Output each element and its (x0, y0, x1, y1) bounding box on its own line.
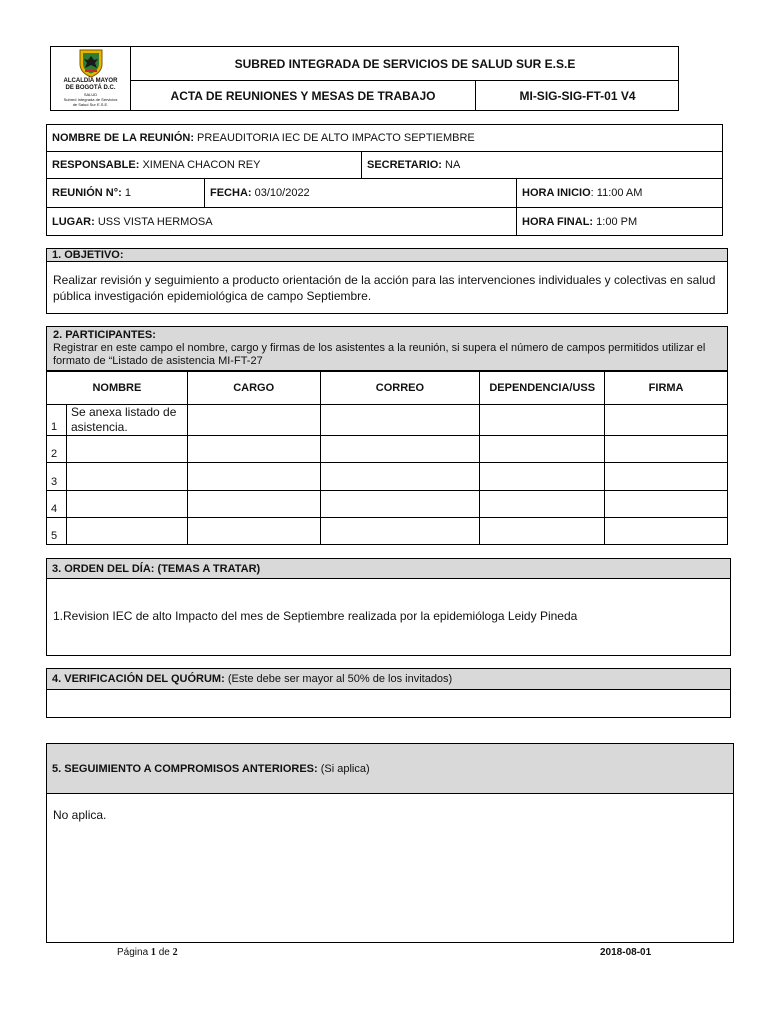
end-time-value: 1:00 PM (596, 216, 638, 228)
followup-text: No aplica. (53, 808, 107, 822)
col-header-nombre: NOMBRE (47, 372, 188, 405)
start-time-label: HORA INICIO (522, 187, 591, 199)
meeting-name-field (47, 125, 717, 151)
table-row (47, 436, 728, 463)
doc-code: MI-SIG-SIG-FT-01 V4 (519, 89, 636, 103)
row-correo (320, 518, 480, 545)
doc-title: ACTA DE REUNIONES Y MESAS DE TRABAJO (170, 89, 436, 103)
page-label: Página (117, 947, 149, 958)
objective-text: Realizar revisión y seguimiento a producto orientación de la acción para las intervenciones individuales y colectivas en salud pública investigación epidemiológica de campo Septiembre. (53, 273, 716, 303)
agenda-heading: 3. ORDEN DEL DÍA: (TEMAS A TRATAR) (47, 559, 730, 579)
date-field (205, 179, 515, 207)
row-firma (605, 405, 728, 436)
row-firma (605, 491, 728, 518)
meeting-name-label: NOMBRE DE LA REUNIÓN: (52, 132, 194, 144)
row-number: 1 (47, 405, 67, 436)
row-cargo (187, 463, 320, 491)
end-time-label: HORA FINAL: (522, 216, 594, 228)
table-row (47, 491, 728, 518)
logo-line1: ALCALDÍA MAYOR (63, 78, 118, 84)
secretary-label: SECRETARIO: (367, 159, 442, 171)
row-correo (320, 436, 480, 463)
quorum-header (47, 669, 730, 690)
secretary-field (362, 152, 717, 178)
row-correo (320, 405, 480, 436)
col-header-correo: CORREO (320, 372, 480, 405)
agenda-text: 1.Revision IEC de alto Impacto del mes de Septiembre realizada por la epidemióloga Leidy Pineda (53, 609, 578, 623)
row-dependencia (480, 463, 605, 491)
start-time-value: : 11:00 AM (590, 187, 643, 199)
footer-date: 2018-08-01 (600, 947, 652, 958)
row-number: 2 (47, 436, 67, 463)
meeting-number-label: REUNIÓN N°: (52, 187, 122, 199)
row-firma (605, 463, 728, 491)
row-cargo (187, 491, 320, 518)
participants-table (46, 371, 728, 545)
place-value: USS VISTA HERMOSA (97, 216, 213, 228)
quorum-note: (Este debe ser mayor al 50% de los invitados) (227, 673, 453, 685)
row-dependencia (480, 518, 605, 545)
col-header-cargo: CARGO (187, 372, 320, 405)
row-name (66, 463, 187, 491)
page-total: 2 (172, 947, 178, 958)
quorum-heading: 4. VERIFICACIÓN DEL QUÓRUM: (52, 673, 225, 685)
page-number (117, 947, 178, 958)
row-correo (320, 491, 480, 518)
objective-heading: 1. OBJETIVO: (47, 249, 727, 262)
row-cargo (187, 405, 320, 436)
row-dependencia (480, 405, 605, 436)
date-value: 03/10/2022 (254, 187, 310, 199)
logo-line2: DE BOGOTÁ D.C. (65, 85, 116, 91)
row-number: 4 (47, 491, 67, 518)
start-time-field (517, 179, 722, 207)
row-correo (320, 463, 480, 491)
coat-of-arms-icon (76, 48, 106, 78)
meeting-number-value: 1 (124, 187, 131, 199)
place-label: LUGAR: (52, 216, 95, 228)
row-name (66, 436, 187, 463)
table-row (47, 463, 728, 491)
row-name: Se anexa listado de asistencia. (66, 405, 187, 436)
col-header-firma: FIRMA (605, 372, 728, 405)
row-dependencia (480, 436, 605, 463)
row-number: 5 (47, 518, 67, 545)
logo-line5: de Salud Sur E.S.E. (72, 102, 109, 107)
participants-instructions: Registrar en este campo el nombre, cargo y firmas de los asistentes a la reunión, si supera el número de campos permitidos utilizar el formato de “Listado de asistencia MI-FT-27 (53, 342, 706, 367)
followup-heading: 5. SEGUIMIENTO A COMPROMISOS ANTERIORES: (52, 762, 318, 775)
table-row (47, 405, 728, 436)
logo (53, 48, 128, 110)
logo-line4: Subred Integrada de Servicios (63, 97, 118, 102)
date-label: FECHA: (210, 187, 252, 199)
row-cargo (187, 436, 320, 463)
logo-line3: SALUD (83, 92, 98, 97)
page-current: 1 (150, 947, 156, 958)
page-separator: de (158, 947, 170, 958)
responsible-label: RESPONSABLE: (52, 159, 140, 171)
followup-header (47, 744, 733, 794)
org-title: SUBRED INTEGRADA DE SERVICIOS DE SALUD SUR E.S.E (234, 56, 576, 71)
place-field (47, 208, 514, 236)
responsible-field (47, 152, 359, 178)
meeting-name-value: PREAUDITORIA IEC DE ALTO IMPACTO SEPTIEMBRE (197, 132, 475, 144)
responsible-value: XIMENA CHACON REY (142, 159, 261, 171)
participants-heading: 2. PARTICIPANTES: (53, 329, 156, 341)
row-dependencia (480, 491, 605, 518)
row-name (66, 518, 187, 545)
col-header-dependencia: DEPENDENCIA/USS (480, 372, 605, 405)
secretary-value: NA (445, 159, 461, 171)
row-cargo (187, 518, 320, 545)
followup-note: (Si aplica) (320, 762, 370, 775)
meeting-number-field (47, 179, 202, 207)
table-row (47, 518, 728, 545)
row-firma (605, 518, 728, 545)
row-number: 3 (47, 463, 67, 491)
end-time-field (517, 208, 722, 236)
row-firma (605, 436, 728, 463)
row-name (66, 491, 187, 518)
participants-header (47, 327, 727, 371)
